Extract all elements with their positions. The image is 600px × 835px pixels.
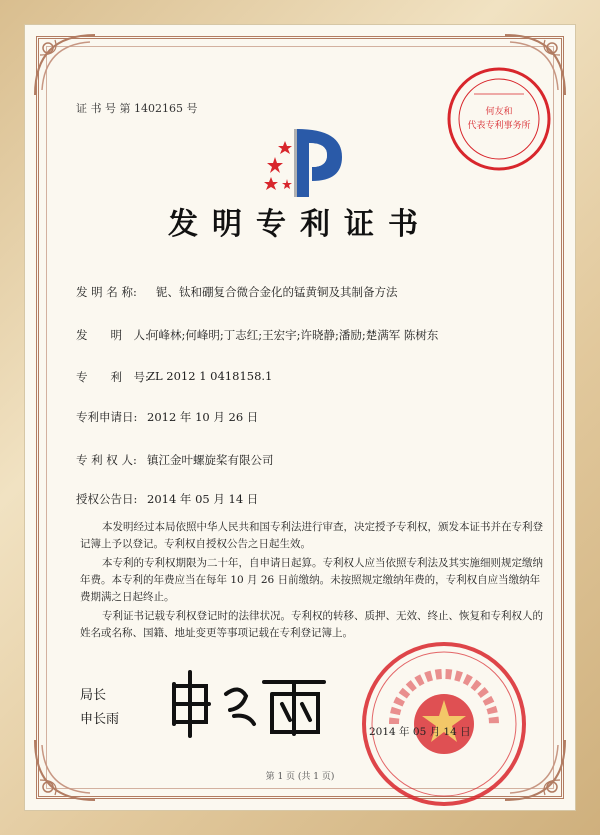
field-value-patentee: 镇江金叶螺旋桨有限公司 [147, 453, 274, 467]
field-label-filing-date: 专利申请日: [76, 410, 138, 424]
certificate-page [24, 24, 576, 811]
field-label-patentee: 专 利 权 人: [76, 453, 137, 467]
corner-ornament-icon [30, 30, 100, 100]
body-paragraph: 本发明经过本局依照中华人民共和国专利法进行审查，决定授予专利权，颁发本证书并在专利登记簿上予以登记。专利权自授权公告之日起生效。 [80, 521, 543, 550]
signer-name: 申长雨 [80, 712, 120, 727]
body-paragraph: 本专利的专利权期限为二十年，自申请日起算。专利权人应当依照专利法及其实施细则规定缴纳年费。本专利的年费应当在每年 10 月 26 日前缴纳。未按照规定缴纳年费的，专利权自应当缴纳年费期满之日起终止。 [80, 557, 543, 603]
field-value-filing-date: 2012 年 10 月 26 日 [147, 410, 259, 424]
field-label-patent-number: 专 利 号: [76, 370, 149, 384]
svg-text:何友和: 何友和 [485, 107, 513, 117]
handwritten-signature-icon [154, 664, 334, 744]
field-label-invention-name: 发 明 名 称: [76, 285, 137, 299]
agency-seal-icon [444, 64, 554, 174]
field-label-grant-date: 授权公告日: [76, 492, 138, 506]
certificate-title: 发明专利证书 [168, 207, 432, 242]
body-paragraph: 专利证书记载专利权登记时的法律状况。专利权的转移、质押、无效、终止、恢复和专利权人的姓名或名称、国籍、地址变更等事项记载在专利登记簿上。 [80, 610, 543, 639]
svg-text:代表专利事务所: 代表专利事务所 [467, 121, 531, 131]
page-footer: 第 1 页 (共 1 页) [265, 772, 335, 782]
field-value-grant-date: 2014 年 05 月 14 日 [147, 492, 259, 506]
certificate-number: 证 书 号 第 1402165 号 [76, 102, 198, 115]
field-label-inventors: 发 明 人: [76, 328, 149, 342]
field-value-inventors: 何峰林;何峰明;丁志红;王宏宇;许晓静;潘励;楚满军 陈树东 [147, 328, 439, 342]
signer-role: 局长 [80, 688, 107, 703]
seal-date: 2014 年 05 月 14 日 [369, 726, 471, 738]
field-value-invention-name: 铌、钛和硼复合微合金化的锰黄铜及其制备方法 [156, 285, 398, 299]
field-value-patent-number: ZL 2012 1 0418158.1 [147, 369, 273, 383]
patent-office-logo-icon [257, 119, 347, 204]
certificate-body [80, 519, 550, 644]
